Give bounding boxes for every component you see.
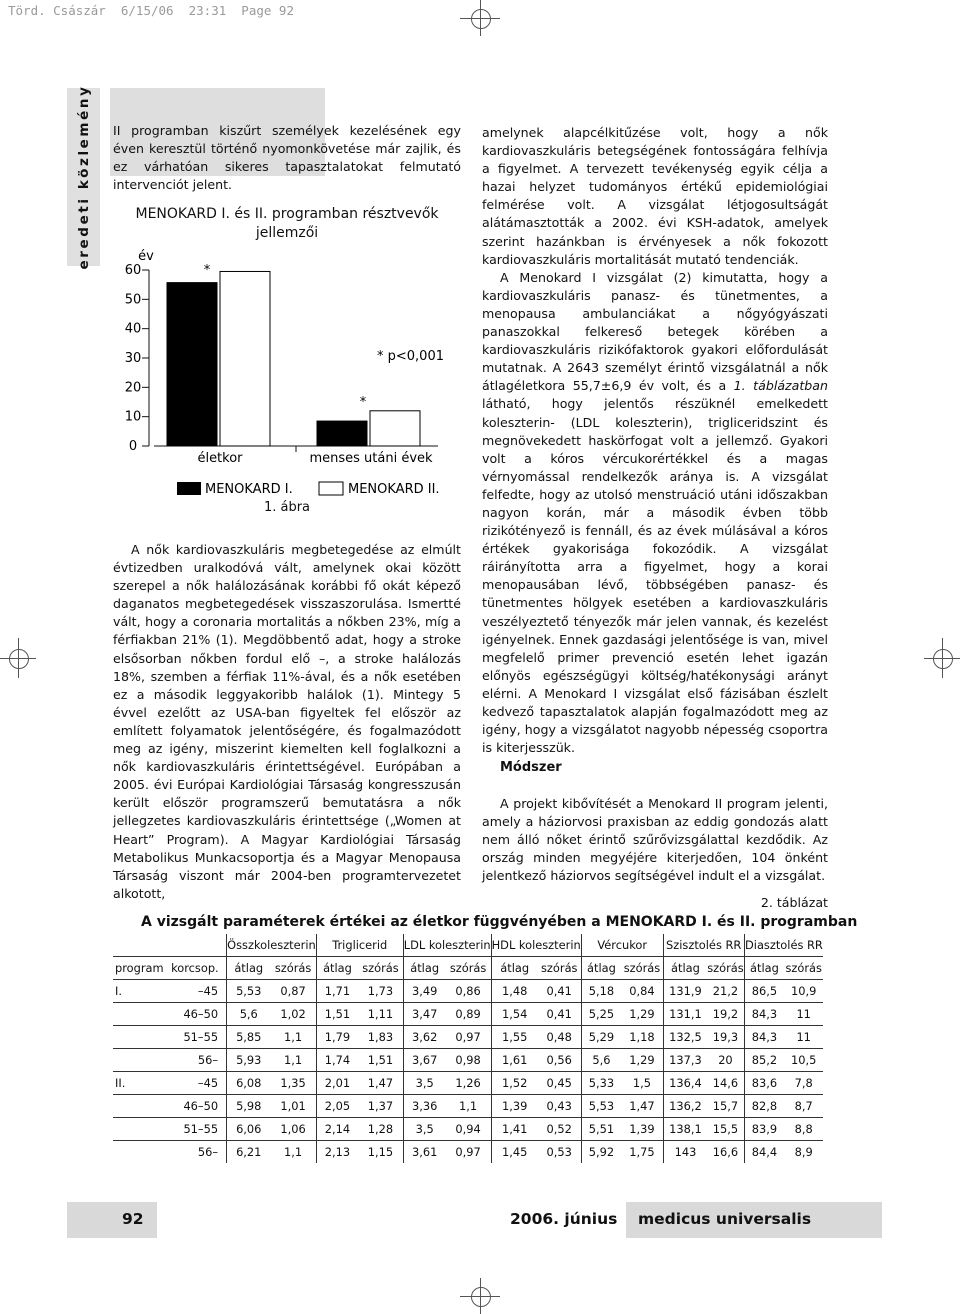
cell-value: 138,1 [663, 1118, 707, 1141]
cell-age-group: 51–55 [164, 1026, 227, 1049]
cell-value: 1,01 [270, 1095, 316, 1118]
issue-date: 2006. június [510, 1210, 618, 1228]
registration-mark-left [0, 638, 40, 678]
cell-value: 1,35 [270, 1072, 316, 1095]
cell-program: I. [113, 980, 164, 1003]
legend-swatch-menokard-1 [177, 482, 201, 495]
column-header-age: korcsop. [164, 957, 227, 980]
cell-value: 1,29 [621, 1049, 663, 1072]
group-header: Összkoleszterin [227, 934, 317, 957]
cell-value: 0,56 [538, 1049, 581, 1072]
journal-name: medicus universalis [638, 1210, 812, 1228]
cell-value: 0,45 [538, 1072, 581, 1095]
cell-value: 0,97 [446, 1026, 492, 1049]
cell-value: 5,18 [581, 980, 621, 1003]
cell-value: 5,85 [227, 1026, 271, 1049]
group-header: LDL koleszterin [403, 934, 491, 957]
table-row [113, 1118, 823, 1141]
table-number: 2. táblázat [760, 895, 828, 910]
table-row [113, 1026, 823, 1049]
cell-program [113, 1026, 164, 1049]
cell-value: 5,51 [581, 1118, 621, 1141]
cell-value: 1,47 [621, 1095, 663, 1118]
cell-value: 1,79 [316, 1026, 358, 1049]
cell-value: 1,41 [491, 1118, 538, 1141]
cell-age-group: 46–50 [164, 1095, 227, 1118]
right-paragraph-2: A Menokard I vizsgálat (2) kimutatta, hogy a kardiovaszkuláris panasz- és tünetmentes, a menopausa ambulanciákat a nőgyógyászati panaszokkal felkereső betegek körében a kardiovaszkuláris rizikófaktorok gyakori előfordulását mutatnak. A 2643 személyt érintő vizsgálatnál a nők átlagéletkora 55,7±6,9 év volt, és a 1. táblázatban látható, hogy jelentős részüknél emelkedett koleszterin- (LDL koleszterin), trigliceridszint és megnövekedett haskörfogat volt a jellemző. Gyakori volt a kóros vércukorértékkel és a magas vérnyomással rendelkezők aránya is. A vizsgálat felfedte, hogy az utolsó menstruáció utáni időszakban nagyon korán, már a második évben több rizikótényező is fennáll, és az évek múlásával a kóros értékek gyakorisága fokozódik. A vizsgálat ráirányította arra a figyelmet, hogy a korai menopausában lévő, többségében panasz- és tünetmentes hölgyek esetében a kardiovaszkuláris veszélyeztető tényezők már jelen vannak, és kezelést igényelnek. Ennek gazdasági jelentősége is van, mivel megfelelő primer prevenció esetén lehet igazán előnyös egészségügyi költség/hatékonysági arányt elérni. A Menokard I vizsgálat első fázisában észlelt kedvező tapasztalatok alapján fogalmazódott meg az igény, hogy a vizsgálatot nagyobb népesség csoportra is kiterjesszük. [482, 269, 828, 756]
figure-title [113, 205, 461, 243]
cell-value: 1,83 [358, 1026, 403, 1049]
table-group-header [113, 934, 823, 957]
cell-value: 1,15 [358, 1141, 403, 1164]
cell-value: 137,3 [663, 1049, 707, 1072]
cell-value: 1,73 [358, 980, 403, 1003]
cell-value: 136,4 [663, 1072, 707, 1095]
cell-value: 132,5 [663, 1026, 707, 1049]
bar-menokard-2-years-post-menses [370, 411, 420, 446]
cell-value: 0,52 [538, 1118, 581, 1141]
cell-value: 1,47 [358, 1072, 403, 1095]
cell-value: 5,6 [227, 1003, 271, 1026]
column-header-program: program [113, 957, 164, 980]
cell-program [113, 1141, 164, 1164]
cell-value: 6,08 [227, 1072, 271, 1095]
cell-value: 7,8 [784, 1072, 823, 1095]
y-ticks [125, 263, 149, 454]
cell-value: 5,6 [581, 1049, 621, 1072]
significance-note: * p<0,001 [377, 349, 444, 364]
significance-star-2: * [359, 395, 367, 410]
column-header-mean: átlag [663, 957, 707, 980]
column-header-mean: átlag [403, 957, 445, 980]
cell-value: 14,6 [707, 1072, 744, 1095]
y-tick-label: 40 [124, 321, 142, 337]
cell-age-group: 56– [164, 1049, 227, 1072]
column-header-mean: átlag [744, 957, 784, 980]
cell-program: II. [113, 1072, 164, 1095]
cell-program [113, 1049, 164, 1072]
cell-value: 11 [784, 1003, 823, 1026]
figure-caption: 1. ábra [263, 500, 311, 515]
category-label-2: menses utáni évek [309, 451, 433, 466]
table-row [113, 1141, 823, 1164]
cell-value: 3,67 [403, 1049, 445, 1072]
bar-menokard-2-age [220, 271, 270, 446]
cell-value: 5,25 [581, 1003, 621, 1026]
cell-value: 20 [707, 1049, 744, 1072]
cell-value: 143 [663, 1141, 707, 1164]
cell-value: 21,2 [707, 980, 744, 1003]
cell-value: 84,3 [744, 1026, 784, 1049]
cell-program [113, 1095, 164, 1118]
cell-value: 3,49 [403, 980, 445, 1003]
bar-menokard-1-years-post-menses [317, 421, 367, 446]
cell-value: 11 [784, 1026, 823, 1049]
figure-title-line1: MENOKARD I. és II. programban résztvevők [135, 206, 439, 222]
column-header-sd: szórás [707, 957, 744, 980]
cell-value: 1,06 [270, 1118, 316, 1141]
cell-value: 8,7 [784, 1095, 823, 1118]
cell-value: 1,5 [621, 1072, 663, 1095]
figure-title-line2: jellemzői [255, 225, 319, 241]
group-header: HDL koleszterin [491, 934, 581, 957]
bar-chart [113, 240, 461, 502]
cell-value: 1,11 [358, 1003, 403, 1026]
table-row [113, 1072, 823, 1095]
cell-value: 1,28 [358, 1118, 403, 1141]
cell-value: 10,9 [784, 980, 823, 1003]
cell-value: 136,2 [663, 1095, 707, 1118]
cell-value: 85,2 [744, 1049, 784, 1072]
cell-value: 1,52 [491, 1072, 538, 1095]
y-tick-label: 30 [124, 351, 142, 366]
cell-age-group: 56– [164, 1141, 227, 1164]
y-tick-label: 0 [128, 439, 138, 454]
cell-value: 1,18 [621, 1026, 663, 1049]
cell-value: 2,01 [316, 1072, 358, 1095]
cell-value: 3,47 [403, 1003, 445, 1026]
y-tick-label: 10 [124, 409, 142, 425]
cell-program [113, 1003, 164, 1026]
cell-value: 0,53 [538, 1141, 581, 1164]
table-title: A vizsgált paraméterek értékei az életkor függvényében a MENOKARD I. és II. programban [141, 914, 858, 930]
cell-value: 5,53 [227, 980, 271, 1003]
cell-value: 1,29 [621, 1003, 663, 1026]
cell-value: 0,41 [538, 1003, 581, 1026]
bar-menokard-1-age [167, 283, 217, 446]
cell-value: 1,54 [491, 1003, 538, 1026]
cell-value: 0,86 [446, 980, 492, 1003]
column-header-mean: átlag [581, 957, 621, 980]
cell-value: 1,48 [491, 980, 538, 1003]
table-row [113, 1003, 823, 1026]
cell-value: 2,13 [316, 1141, 358, 1164]
legend-swatch-menokard-2 [319, 482, 343, 495]
column-header-sd: szórás [270, 957, 316, 980]
column-header-sd: szórás [621, 957, 663, 980]
table-row [113, 1049, 823, 1072]
cell-value: 1,74 [316, 1049, 358, 1072]
group-header: Vércukor [581, 934, 663, 957]
cell-value: 84,4 [744, 1141, 784, 1164]
cell-value: 1,75 [621, 1141, 663, 1164]
cell-value: 8,9 [784, 1141, 823, 1164]
cell-value: 6,21 [227, 1141, 271, 1164]
table-sub-header [113, 957, 823, 980]
y-tick-label: 50 [124, 292, 142, 308]
cell-age-group: 51–55 [164, 1118, 227, 1141]
column-header-mean: átlag [227, 957, 271, 980]
legend-label-menokard-1: MENOKARD I. [205, 482, 293, 497]
cell-value: 6,06 [227, 1118, 271, 1141]
column-header-sd: szórás [446, 957, 492, 980]
cell-value: 15,5 [707, 1118, 744, 1141]
cell-value: 1,39 [491, 1095, 538, 1118]
column-header-sd: szórás [784, 957, 823, 980]
cell-value: 86,5 [744, 980, 784, 1003]
cell-value: 83,6 [744, 1072, 784, 1095]
cell-value: 0,41 [538, 980, 581, 1003]
cell-value: 1,39 [621, 1118, 663, 1141]
cell-value: 1,1 [270, 1026, 316, 1049]
cell-value: 0,48 [538, 1026, 581, 1049]
cell-value: 8,8 [784, 1118, 823, 1141]
cell-value: 1,1 [446, 1095, 492, 1118]
cell-age-group: –45 [164, 980, 227, 1003]
method-paragraph: A projekt kibővítését a Menokard II program jelenti, amely a háziorvosi praxisban az eddig gondozás alatt nem álló nőket érintő szűrővizsgálattal kezdődik. Az ország minden megyéjére kiterjedően, 104 önként jelentkező háziorvos segítségével indult el a vizsgálat. [482, 796, 828, 884]
cell-age-group: –45 [164, 1072, 227, 1095]
cell-value: 1,02 [270, 1003, 316, 1026]
y-tick-label: 20 [124, 380, 142, 396]
cell-value: 5,98 [227, 1095, 271, 1118]
group-header: Diasztolés RR [744, 934, 823, 957]
section-heading: Módszer [500, 760, 562, 775]
cell-value: 82,8 [744, 1095, 784, 1118]
y-tick-label: 60 [124, 263, 142, 278]
cell-value: 1,37 [358, 1095, 403, 1118]
cell-value: 1,71 [316, 980, 358, 1003]
cell-value: 3,5 [403, 1072, 445, 1095]
cell-value: 3,36 [403, 1095, 445, 1118]
cell-value: 5,33 [581, 1072, 621, 1095]
significance-star-1: * [203, 263, 211, 278]
right-paragraph-1: amelynek alapcélkitűzése volt, hogy a nők kardiovaszkuláris betegségének fontosságára felhívja a figyelmet. A tervezett tevékenység egyik célja a hazai helyzet tudományos értékű epidemiológiai felmérése volt. A vizsgálat létjogosultságát alátámasztották a 2002. évi KSH-adatok, amelyek szerint hazánkban is érvényesek a nők fokozott kardiovaszkuláris mortalitását mutató tendenciák. [482, 125, 828, 267]
cell-value: 3,5 [403, 1118, 445, 1141]
data-table [113, 934, 823, 1163]
cell-value: 5,93 [227, 1049, 271, 1072]
cell-value: 1,45 [491, 1141, 538, 1164]
category-label-1: életkor [197, 451, 243, 466]
cell-value: 19,3 [707, 1026, 744, 1049]
cell-value: 0,89 [446, 1003, 492, 1026]
cell-value: 5,29 [581, 1026, 621, 1049]
cell-value: 1,1 [270, 1049, 316, 1072]
registration-mark-right [922, 638, 960, 678]
y-axis-label: év [138, 249, 154, 264]
cell-value: 83,9 [744, 1118, 784, 1141]
cell-value: 0,43 [538, 1095, 581, 1118]
cell-value: 1,61 [491, 1049, 538, 1072]
cell-program [113, 1118, 164, 1141]
registration-mark-bottom [460, 1276, 500, 1314]
cell-value: 1,1 [270, 1141, 316, 1164]
cell-value: 5,92 [581, 1141, 621, 1164]
cell-value: 2,05 [316, 1095, 358, 1118]
cell-value: 0,87 [270, 980, 316, 1003]
table-row [113, 1095, 823, 1118]
registration-mark-top [460, 0, 500, 40]
column-header-mean: átlag [491, 957, 538, 980]
cell-value: 0,97 [446, 1141, 492, 1164]
cell-value: 3,62 [403, 1026, 445, 1049]
cell-value: 1,51 [316, 1003, 358, 1026]
intro-paragraph: II programban kiszűrt személyek kezelésének egy éven keresztül történő nyomonkövetése már zajlik, és ez várhatóan sikeres tapasztalatokat felmutató intervenciót jelent. [113, 123, 461, 193]
cell-value: 84,3 [744, 1003, 784, 1026]
section-label: eredeti közlemény [75, 84, 92, 270]
cell-value: 3,61 [403, 1141, 445, 1164]
cell-value: 10,5 [784, 1049, 823, 1072]
cell-value: 16,6 [707, 1141, 744, 1164]
cell-value: 1,55 [491, 1026, 538, 1049]
cell-value: 15,7 [707, 1095, 744, 1118]
cell-value: 1,51 [358, 1049, 403, 1072]
cell-value: 5,53 [581, 1095, 621, 1118]
cell-value: 2,14 [316, 1118, 358, 1141]
print-slug: Törd. Császár 6/15/06 23:31 Page 92 [8, 3, 294, 18]
cell-value: 131,1 [663, 1003, 707, 1026]
cell-value: 1,26 [446, 1072, 492, 1095]
legend-label-menokard-2: MENOKARD II. [348, 482, 440, 497]
page-number: 92 [122, 1210, 144, 1228]
cell-value: 0,84 [621, 980, 663, 1003]
left-body-paragraph: A nők kardiovaszkuláris megbetegedése az elmúlt évtizedben uralkodóvá vált, amelynek okai között szerepel a nők halálozásának korábbi fő okát képező daganatos megbetegedések visszaszorulása. Ismertté vált, hogy a coronaria mortalitás a nőkben 23%, míg a férfiakban 21% (1). Megdöbbentő adat, hogy a stroke elsősorban nőkben fordul elő –, a stroke halálozás 18%, szemben a férfiak 11%-ával, és a nők esetében ez a második leggyakoribb halálok (1). Mintegy 5 évvel ezelőtt az USA-ban figyeltek fel először az említett folyamatok jelentőségére, és fogalmazódott meg az igény, miszerint kiemelten kell foglalkozni a nők kardiovaszkuláris érintettségével. Európában a 2005. évi Európai Kardiológiai Társaság kongresszusán került először programszerű bemutatásra a nők jellegzetes kardiovaszkuláris érintettsége („Women at Heart” Program). A Magyar Kardiológiai Társaság Metabolikus Munkacsoportja és a Magyar Menopausa Társaság viszont már 2004-ben programtervezetet alkotott, [113, 542, 461, 901]
group-header: Triglicerid [316, 934, 403, 957]
column-header-mean: átlag [316, 957, 358, 980]
table-row [113, 980, 823, 1003]
group-header: Szisztolés RR [663, 934, 744, 957]
column-header-sd: szórás [538, 957, 581, 980]
cell-value: 0,94 [446, 1118, 492, 1141]
cell-value: 0,98 [446, 1049, 492, 1072]
right-column-text [482, 124, 828, 757]
cell-value: 19,2 [707, 1003, 744, 1026]
cell-age-group: 46–50 [164, 1003, 227, 1026]
cell-value: 131,9 [663, 980, 707, 1003]
column-header-sd: szórás [358, 957, 403, 980]
